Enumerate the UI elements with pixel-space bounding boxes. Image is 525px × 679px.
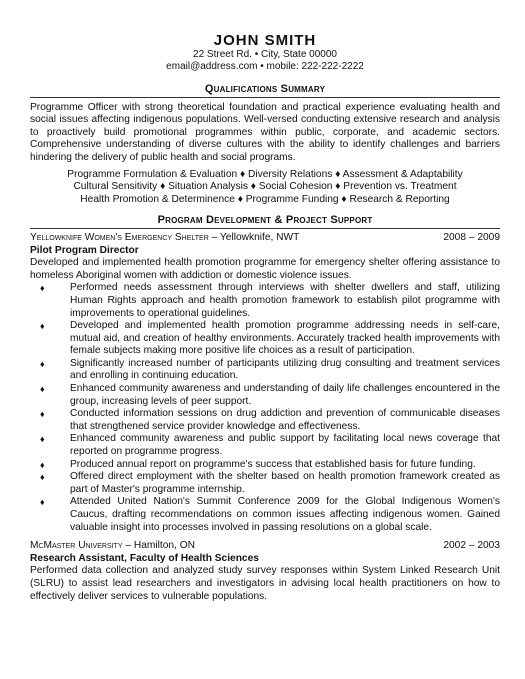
- address-line: 22 Street Rd. • City, State 00000: [193, 49, 337, 60]
- bullet-text: Conducted information sessions on drug addiction and prevention of communicable diseases that strengthened service provider knowledge and effectiveness.: [70, 408, 500, 432]
- diamond-bullet-icon: ♦: [40, 497, 45, 508]
- bullet-text: Offered direct employment with the shelter based on health promotion framework created as part of Master's programme internship.: [70, 471, 500, 495]
- list-item: [30, 433, 500, 458]
- job-location: – Hamilton, ON: [122, 540, 195, 552]
- qualifications-summary: Programme Officer with strong theoretical foundation and practical experience evaluating health and social issues affecting indigenous populations. Well-versed conducting extensive research and analysis to proactively build promotional programmes within public, corporate, and academic sectors. Comprehensive understanding of diverse cultures with the ability to identify challenges and barriers hindering the delivery of public health and social programs.: [30, 101, 500, 163]
- job-title: Pilot Program Director: [30, 244, 139, 256]
- job-dates: 2008 – 2009: [443, 231, 500, 243]
- skills-line: Programme Formulation & Evaluation ♦ Diversity Relations ♦ Assessment & Adaptability: [67, 168, 463, 180]
- program-section-heading: Program Development & Project Support: [30, 214, 500, 229]
- bullet-text: Performed needs assessment through interviews with shelter dwellers and staff, utilizing Human Rights approach and health promotion framework to establish pilot programme with improvements to operational guidelines.: [70, 282, 500, 319]
- job-description: Developed and implemented health promotion programme for emergency shelter offering assistance to homeless Aboriginal women with addiction or domestic violence issues.: [30, 257, 500, 281]
- candidate-name: JOHN SMITH: [213, 32, 317, 49]
- job-entry: [30, 232, 500, 534]
- job-employer: Yellowknife Women's Emergency Shelter: [30, 231, 209, 243]
- diamond-bullet-icon: ♦: [40, 472, 45, 483]
- job-dates: 2002 – 2003: [443, 540, 500, 552]
- bullet-text: Enhanced community awareness and public support by facilitating local news coverage that reported on programme progress.: [70, 433, 500, 458]
- job-bullets: [30, 282, 500, 534]
- job-location: – Yellowknife, NWT: [208, 231, 300, 243]
- job-header: [30, 232, 500, 245]
- job-employer-line: [30, 232, 299, 245]
- skills-line: Health Promotion & Determinence ♦ Programme Funding ♦ Research & Reporting: [80, 193, 450, 205]
- diamond-bullet-icon: ♦: [40, 409, 45, 420]
- list-item: [30, 496, 500, 534]
- job-employer-line: [30, 540, 195, 553]
- list-item: [30, 383, 500, 408]
- bullet-text: Produced annual report on programme's success that established basis for future funding.: [70, 458, 476, 470]
- resume-page: [30, 30, 500, 603]
- diamond-bullet-icon: ♦: [40, 283, 45, 294]
- job-employer: McMaster University: [30, 540, 123, 552]
- job-description: Performed data collection and analyzed study survey responses within System Linked Research Unit (SLRU) to assist lead researchers and investigators in advising local health practitioners on how to effectively deliver services to vulnerable populations.: [30, 565, 500, 602]
- list-item: [30, 459, 500, 472]
- list-item: [30, 320, 500, 358]
- qualifications-heading: Qualifications Summary: [30, 83, 500, 98]
- job-title: Research Assistant, Faculty of Health Sciences: [30, 552, 259, 564]
- diamond-bullet-icon: ♦: [40, 434, 45, 445]
- list-item: [30, 408, 500, 433]
- diamond-bullet-icon: ♦: [40, 321, 45, 332]
- diamond-bullet-icon: ♦: [40, 358, 45, 369]
- diamond-bullet-icon: ♦: [40, 384, 45, 395]
- bullet-text: Attended United Nation's Summit Conference 2009 for the Global Indigenous Women's Caucus, drafting recommendations on common issues affecting indigenous women. Gained valuable insight into processes involved in passing resolutions on a global scale.: [70, 496, 500, 533]
- job-header: [30, 540, 500, 553]
- bullet-text: Enhanced community awareness and understanding of daily life challenges encountered in the group, increasing levels of peer support.: [70, 383, 500, 407]
- bullet-text: Developed and implemented health promotion programme addressing needs in self-care, mutual aid, and creation of healthy environments. Accurately tracked health improvements with female subjects making more positive life choices as a result of participation.: [70, 320, 500, 357]
- skills-list: [30, 169, 500, 207]
- bullet-text: Significantly increased number of participants utilizing drug consulting and treatment services and enrolling in continuing education.: [70, 357, 500, 382]
- list-item: [30, 282, 500, 320]
- list-item: [30, 471, 500, 496]
- list-item: [30, 358, 500, 383]
- job-entry: [30, 540, 500, 603]
- skills-line: Cultural Sensitivity ♦ Situation Analysis ♦ Social Cohesion ♦ Prevention vs. Treatment: [73, 181, 457, 193]
- diamond-bullet-icon: ♦: [40, 459, 45, 470]
- contact-line: email@address.com • mobile: 222-222-2222: [166, 61, 364, 72]
